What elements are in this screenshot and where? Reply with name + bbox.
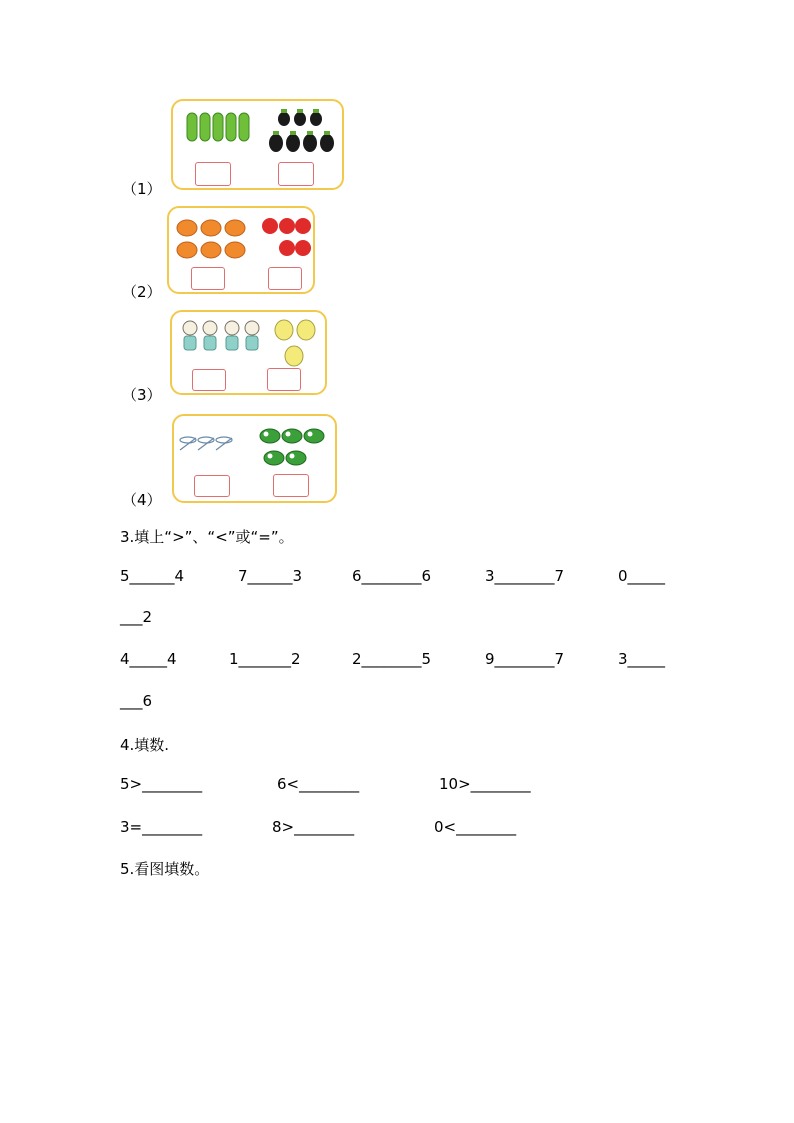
- group-label-1: （1）: [122, 180, 162, 198]
- fill-blank-2-1[interactable]: 3=________: [120, 818, 203, 836]
- picture-panel-3: [170, 310, 327, 395]
- compare-blank-1-1[interactable]: 5______4: [120, 567, 185, 585]
- cucumber-icon: [185, 111, 255, 143]
- answer-box-2-right[interactable]: [268, 267, 302, 290]
- answer-box-2-left[interactable]: [191, 267, 225, 290]
- section3-heading: 3.填上“>”、“<”或“=”。: [120, 528, 294, 546]
- compare-blank-2-1[interactable]: 4_____4: [120, 650, 177, 668]
- compare-blank-1-2[interactable]: 7______3: [238, 567, 303, 585]
- compare-blank-1-5[interactable]: 0_____: [618, 567, 666, 585]
- fill-blank-2-2[interactable]: 8>________: [272, 818, 355, 836]
- picture-panel-2: [167, 206, 315, 294]
- answer-box-4-left[interactable]: [194, 475, 230, 497]
- eggplant-icon: [266, 107, 340, 157]
- fill-blank-2-3[interactable]: 0<________: [434, 818, 517, 836]
- dragonfly-icon: [178, 430, 238, 456]
- section4-heading: 4.填数.: [120, 736, 170, 754]
- compare-blank-1-4[interactable]: 3________7: [485, 567, 565, 585]
- compare-blank-2-2[interactable]: 1_______2: [229, 650, 301, 668]
- fill-blank-1-3[interactable]: 10>________: [439, 775, 531, 793]
- compare-blank-1-3[interactable]: 6________6: [352, 567, 432, 585]
- caterpillar-icon: [256, 422, 328, 468]
- pumpkin-icon: [175, 216, 247, 260]
- answer-box-3-left[interactable]: [192, 369, 226, 391]
- picture-panel-4: [172, 414, 337, 503]
- compare-blank-2-3[interactable]: 2________5: [352, 650, 432, 668]
- compare-blank-2-5-wrap[interactable]: ___6: [120, 692, 153, 710]
- group-label-2: （2）: [122, 283, 162, 301]
- compare-blank-2-5[interactable]: 3_____: [618, 650, 666, 668]
- fill-blank-1-2[interactable]: 6<________: [277, 775, 360, 793]
- fill-blank-1-1[interactable]: 5>________: [120, 775, 203, 793]
- apple-icon: [261, 216, 311, 260]
- compare-blank-1-5-wrap[interactable]: ___2: [120, 608, 153, 626]
- group-label-4: （4）: [122, 491, 162, 509]
- answer-box-4-right[interactable]: [273, 474, 309, 497]
- cat-icon: [180, 318, 262, 354]
- group-label-3: （3）: [122, 386, 162, 404]
- answer-box-1-left[interactable]: [195, 162, 231, 186]
- chick-icon: [268, 316, 318, 372]
- answer-box-3-right[interactable]: [267, 368, 301, 391]
- answer-box-1-right[interactable]: [278, 162, 314, 186]
- compare-blank-2-4[interactable]: 9________7: [485, 650, 565, 668]
- section5-heading: 5.看图填数。: [120, 860, 210, 878]
- picture-panel-1: [171, 99, 344, 190]
